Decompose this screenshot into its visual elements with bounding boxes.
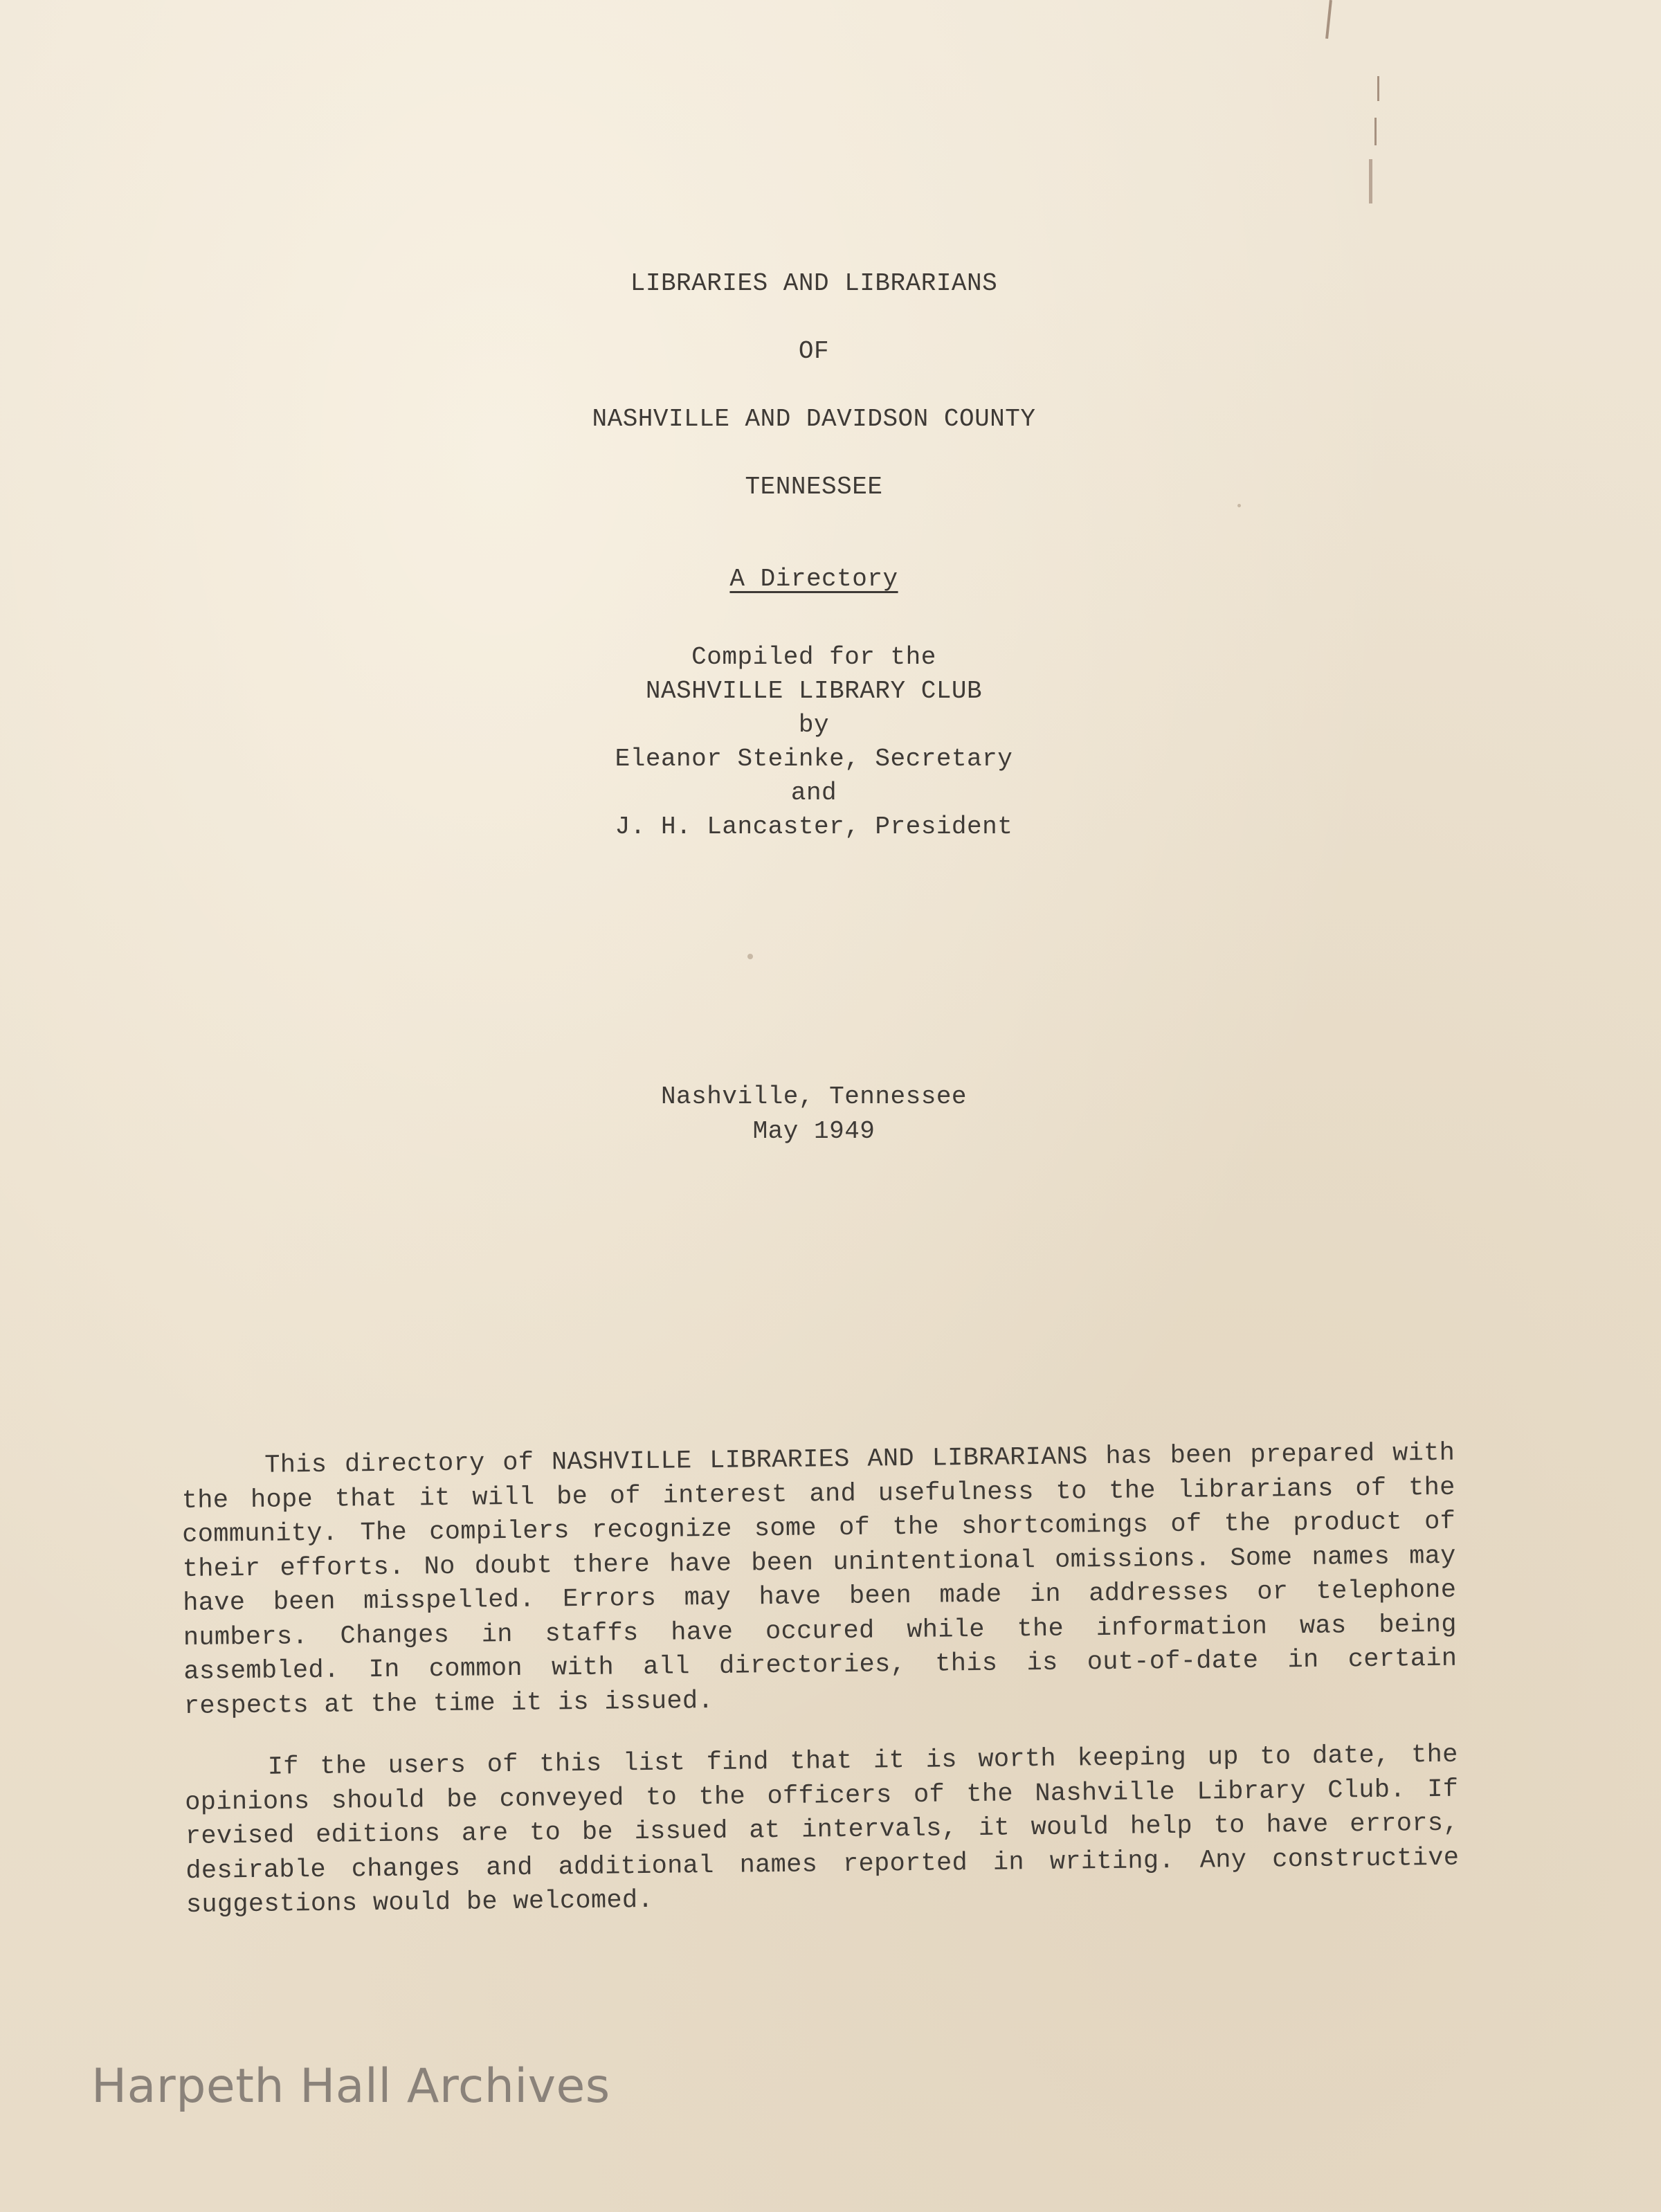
credits-block [0, 640, 1628, 844]
credit-line: by [798, 711, 830, 739]
credit-line: Eleanor Steinke, Secretary [615, 745, 1013, 773]
credit-line: Compiled for the [691, 643, 936, 671]
credit-line: and [790, 779, 837, 807]
title-line-2: OF [798, 337, 830, 365]
title-line-1: LIBRARIES AND LIBRARIANS [630, 269, 998, 298]
credit-line: J. H. Lancaster, President [615, 813, 1013, 841]
edge-mark [1374, 118, 1377, 145]
place-text: Nashville, Tennessee [660, 1082, 968, 1111]
paper-speck [747, 954, 753, 959]
title-block [0, 263, 1628, 593]
subtitle: A Directory [729, 565, 898, 593]
title-line-4: TENNESSEE [745, 473, 883, 501]
archive-watermark: Harpeth Hall Archives [91, 2059, 610, 2114]
body-text [181, 1437, 1460, 1951]
edge-mark [1377, 76, 1379, 101]
place-date-block [0, 1080, 1628, 1149]
date-text: May 1949 [752, 1117, 875, 1145]
paragraph-1: This directory of NASHVILLE LIBRARIES AND LIBRARIANS has been prepared with the hope that it will be of interest and usefulness to the librarians of the community. The compilers recognize some of the shortcomings of the product of their efforts. No doubt there have been unintentional omissions. Some names may have been misspelled. Errors may have been made in addresses or telephone numbers. Changes in staffs have occured while the information was being assembled. In common with all directories, this is out-of-date in certain respects at the time it is issued. [181, 1438, 1458, 1721]
paragraph-2: If the users of this list find that it is worth keeping up to date, the opinions should be conveyed to the officers of the Nashville Library Club. If revised editions are to be issued at intervals, it would help to have errors, desirable changes and additional names reported in writing. Any constructive suggestions would be welcomed. [185, 1740, 1460, 1920]
edge-mark [1325, 0, 1332, 39]
edge-mark [1369, 159, 1372, 203]
title-line-3: NASHVILLE AND DAVIDSON COUNTY [592, 405, 1036, 433]
credit-line: NASHVILLE LIBRARY CLUB [645, 677, 983, 705]
